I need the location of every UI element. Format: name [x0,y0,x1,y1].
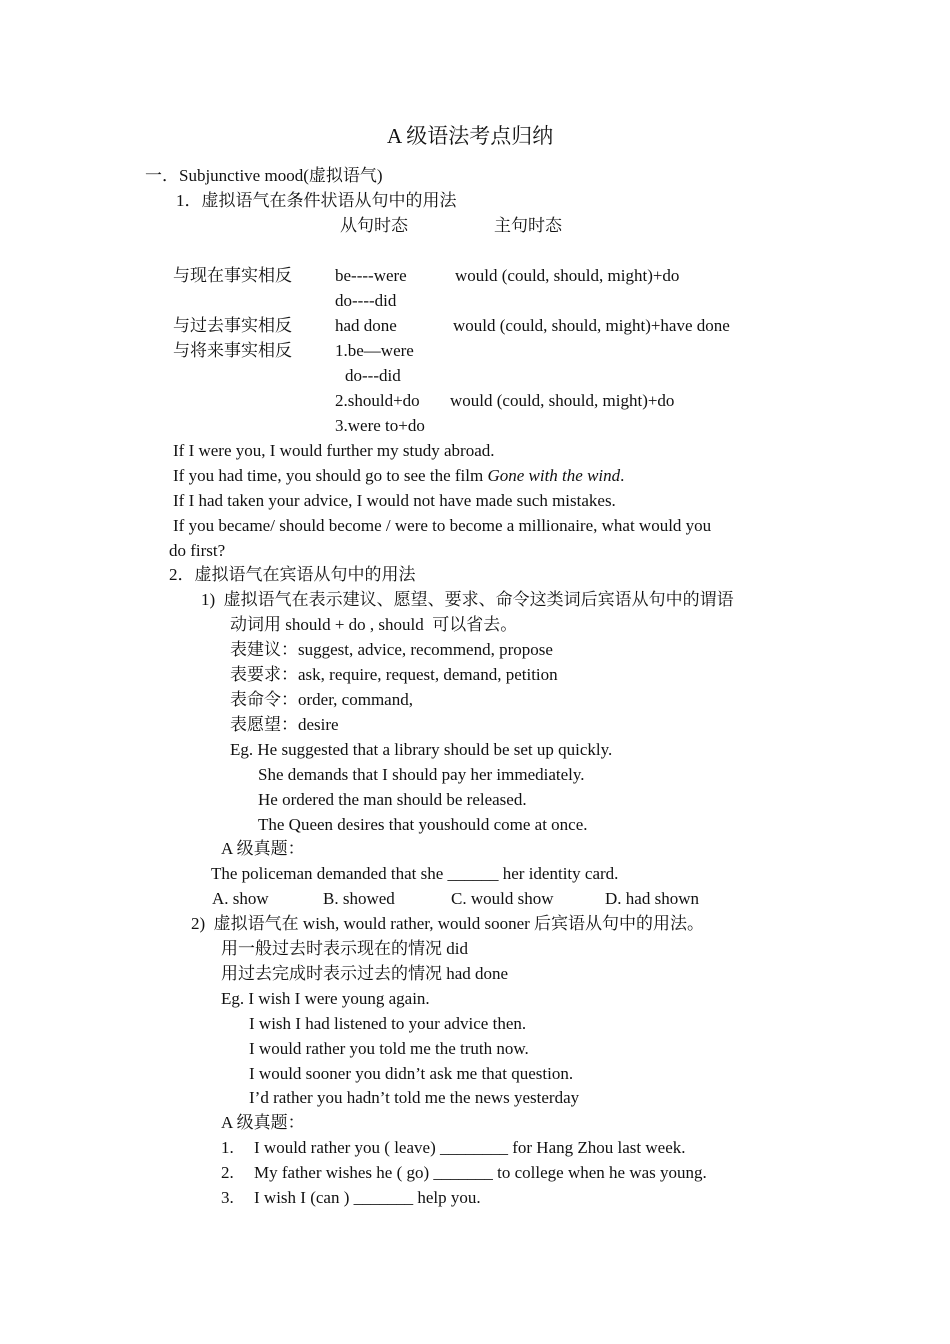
example-sentence: I wish I had listened to your advice then. [249,1014,527,1033]
example-sentence: She demands that I should pay her immediately. [258,765,585,784]
question-number: 2. [221,1163,234,1182]
exam-question: I wish I (can ) _______ help you. [254,1188,481,1207]
example-sentence: I would rather you told me the truth now. [249,1039,529,1058]
example-sentence: If I had taken your advice, I would not have made such mistakes. [173,491,616,510]
main-tense: would (could, should, might)+do [455,266,680,285]
subsection-heading: 2．虚拟语气在宾语从句中的用法 [169,565,416,584]
example-sentence [173,465,624,487]
exam-question: The policeman demanded that she ______ her identity card. [211,864,619,883]
rule-line: 用过去完成时表示过去的情况 had done [221,964,509,983]
verb-category: 表愿望：desire [230,715,339,734]
verb-category: 表命令：order, command, [230,690,413,709]
example-sentence: I would sooner you didn’t ask me that question. [249,1064,574,1083]
answer-option: A. show [212,889,269,908]
point-heading: 2) 虚拟语气在 wish, would rather, would sooner 后宾语从句中的用法。 [191,914,705,933]
exam-label: A 级真题： [221,839,305,858]
example-sentence: He ordered the man should be released. [258,790,527,809]
section-heading: 一．Subjunctive mood(虚拟语气) [145,166,383,185]
exam-label: A 级真题： [221,1113,305,1132]
example-text: . [620,466,625,485]
row-label: 与将来事实相反 [173,341,292,360]
question-number: 1. [221,1138,234,1157]
clause-tense: 3.were to+do [335,416,425,435]
example-sentence: The Queen desires that youshould come at once. [258,815,588,834]
example-sentence: I’d rather you hadn’t told me the news yesterday [249,1088,580,1107]
verb-category: 表建议：suggest, advice, recommend, propose [230,640,553,659]
main-tense: would (could, should, might)+do [450,391,675,410]
page-title: A 级语法考点归纳 [387,124,554,148]
verb-category: 表要求：ask, require, request, demand, petition [230,665,558,684]
example-sentence: If you became/ should become / were to become a millionaire, what would you [173,516,712,535]
clause-tense: do----did [335,291,397,310]
point-heading: 1) 虚拟语气在表示建议、愿望、要求、命令这类词后宾语从句中的谓语 [201,590,734,609]
point-heading-cont: 动词用 should + do , should 可以省去。 [230,615,518,634]
answer-option: B. showed [323,889,395,908]
clause-tense: 2.should+do [335,391,420,410]
example-sentence-cont: do first? [169,541,226,560]
film-title: Gone with the wind [487,466,621,485]
example-sentence: If I were you, I would further my study abroad. [173,441,495,460]
question-number: 3. [221,1188,234,1207]
answer-option: D. had shown [605,889,699,908]
clause-tense: do---did [345,366,401,385]
rule-line: 用一般过去时表示现在的情况 did [221,939,468,958]
column-header-clause: 从句时态 [340,216,408,235]
clause-tense: 1.be—were [335,341,414,360]
row-label: 与现在事实相反 [173,266,292,285]
clause-tense: had done [335,316,397,335]
column-header-main: 主句时态 [494,216,562,235]
exam-question: I would rather you ( leave) ________ for Hang Zhou last week. [254,1138,686,1157]
example-sentence: Eg. I wish I were young again. [221,989,430,1008]
row-label: 与过去事实相反 [173,316,292,335]
example-sentence: Eg. He suggested that a library should be set up quickly. [230,740,613,759]
exam-question: My father wishes he ( go) _______ to college when he was young. [254,1163,707,1182]
example-text: If you had time, you should go to see the film [173,466,488,485]
answer-option: C. would show [451,889,554,908]
clause-tense: be----were [335,266,407,285]
main-tense: would (could, should, might)+have done [453,316,730,335]
subsection-heading: 1．虚拟语气在条件状语从句中的用法 [176,191,457,210]
